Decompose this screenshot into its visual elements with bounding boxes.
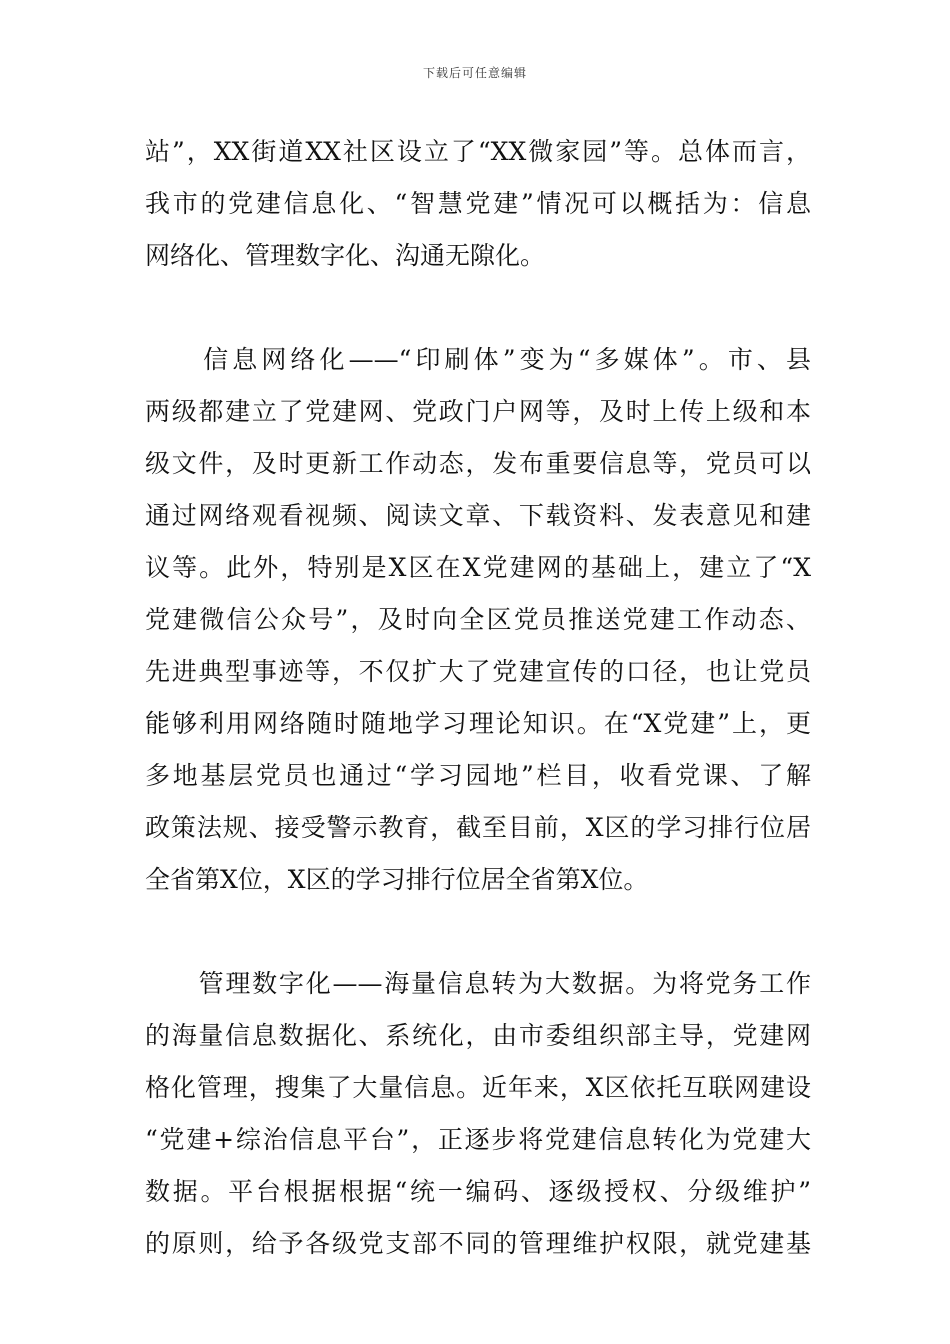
paragraph-3 [145,958,811,1270]
page-header: 下载后可任意编辑 [422,66,527,80]
text-line: 党建微信公众号”，及时向全区党员推送党建工作动态、 [145,605,811,634]
text-line: 数据。平台根据根据“统一编码、逐级授权、分级维护” [145,1177,811,1206]
text-line: 通过网络观看视频、阅读文章、下载资料、发表意见和建 [145,501,811,530]
text-line: 级文件，及时更新工作动态，发布重要信息等，党员可以 [145,449,811,478]
paragraph-spacer [145,906,811,958]
text-line: 多地基层党员也通过“学习园地”栏目，收看党课、了解 [145,761,811,790]
text-line: 站”，XX街道XX社区设立了“XX微家园”等。总体而言， [145,137,811,166]
paragraph-2 [145,334,811,906]
text-line: 我市的党建信息化、“智慧党建”情况可以概括为：信息 [145,189,811,218]
text-line: 两级都建立了党建网、党政门户网等，及时上传上级和本 [145,397,811,426]
text-line: 管理数字化——海量信息转为大数据。为将党务工作 [145,969,811,998]
text-line: 的海量信息数据化、系统化，由市委组织部主导，党建网 [145,1021,811,1050]
text-line: 全省第X位，X区的学习排行位居全省第X位。 [145,865,649,894]
text-line: “党建+综治信息平台”，正逐步将党建信息转化为党建大 [145,1125,811,1154]
paragraph-1 [145,126,811,282]
text-line: 政策法规、接受警示教育，截至目前，X区的学习排行位居 [145,813,811,842]
text-line: 能够利用网络随时随地学习理论知识。在“X党建”上，更 [145,709,811,738]
text-line: 先进典型事迹等，不仅扩大了党建宣传的口径，也让党员 [145,657,811,686]
text-line: 信息网络化——“印刷体”变为“多媒体”。市、县 [145,345,811,374]
text-line: 的原则，给予各级党支部不同的管理维护权限，就党建基 [145,1229,811,1258]
text-line: 格化管理，搜集了大量信息。近年来，X区依托互联网建设 [145,1073,811,1102]
text-line: 议等。此外，特别是X区在X党建网的基础上，建立了“X [145,553,811,582]
paragraph-spacer [145,282,811,334]
document-body [145,126,811,1270]
text-line: 网络化、管理数字化、沟通无隙化。 [145,241,546,270]
